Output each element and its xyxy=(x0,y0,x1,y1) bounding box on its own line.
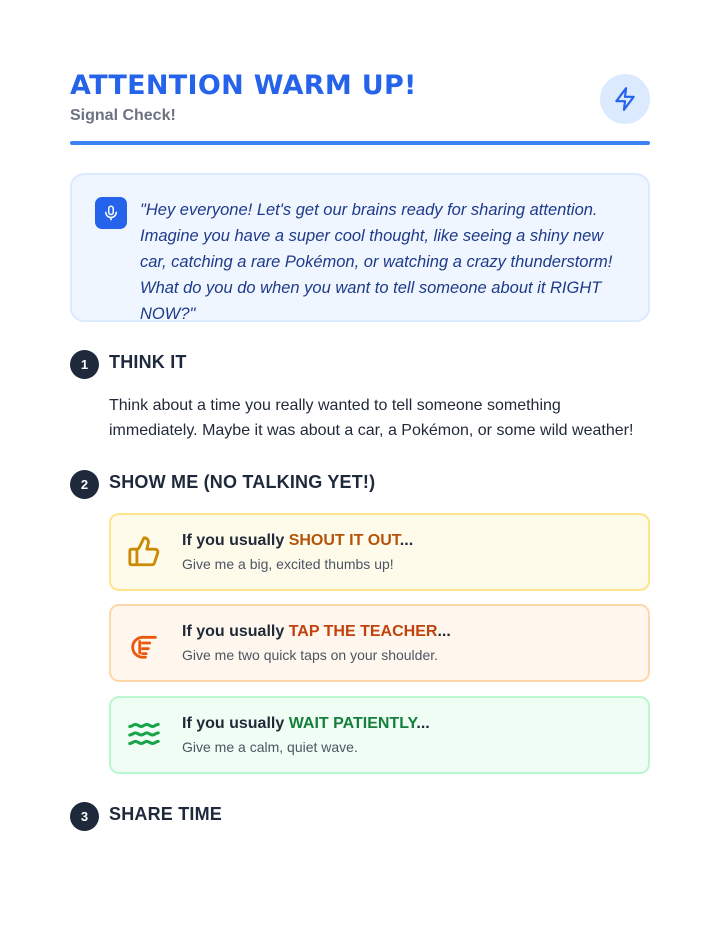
step-title: SHARE TIME xyxy=(109,804,223,824)
intro-quote-text: "Hey everyone! Let's get our brains ready for sharing attention. Imagine you have a super cool thought, like seeing a shiny new car, catching a rare Pokémon, or watching a crazy thunderstorm! What do you do when you want to tell someone about it RIGHT NOW?" xyxy=(140,201,613,323)
signal-highlight: WAIT PATIENTLY xyxy=(288,715,417,732)
signal-description: Give me a calm, quiet wave. xyxy=(182,739,358,755)
wave-icon xyxy=(127,718,161,752)
microphone-icon xyxy=(95,197,127,229)
page-title: ATTENTION WARM UP! xyxy=(70,70,417,101)
step-title: THINK IT xyxy=(109,352,187,372)
signal-heading: If you usually TAP THE TEACHER... xyxy=(182,623,451,640)
signal-card-shout xyxy=(109,513,650,591)
signal-card-tap xyxy=(109,604,650,682)
signal-highlight: TAP THE TEACHER xyxy=(288,623,438,640)
header-divider xyxy=(70,141,650,145)
signal-heading: If you usually SHOUT IT OUT... xyxy=(182,532,414,549)
signal-card-wait xyxy=(109,696,650,774)
pointing-hand-icon xyxy=(127,626,161,660)
step-title: SHOW ME (NO TALKING YET!) xyxy=(109,472,376,492)
signal-description: Give me two quick taps on your shoulder. xyxy=(182,647,439,663)
page-subtitle: Signal Check! xyxy=(70,107,176,124)
intro-quote-box xyxy=(70,173,650,322)
signal-highlight: SHOUT IT OUT xyxy=(288,532,400,549)
step-body: Think about a time you really wanted to tell someone something immediately. Maybe it was about a car, a Pokémon, or some wild weather! xyxy=(109,397,634,439)
step-number-badge: 1 xyxy=(70,350,99,379)
step-number-badge: 2 xyxy=(70,470,99,499)
signal-heading: If you usually WAIT PATIENTLY... xyxy=(182,715,430,732)
signal-description: Give me a big, excited thumbs up! xyxy=(182,556,394,572)
step-number-badge: 3 xyxy=(70,802,99,831)
lightning-bolt-icon xyxy=(600,74,650,124)
header xyxy=(70,70,650,125)
thumbs-up-icon xyxy=(127,535,161,569)
